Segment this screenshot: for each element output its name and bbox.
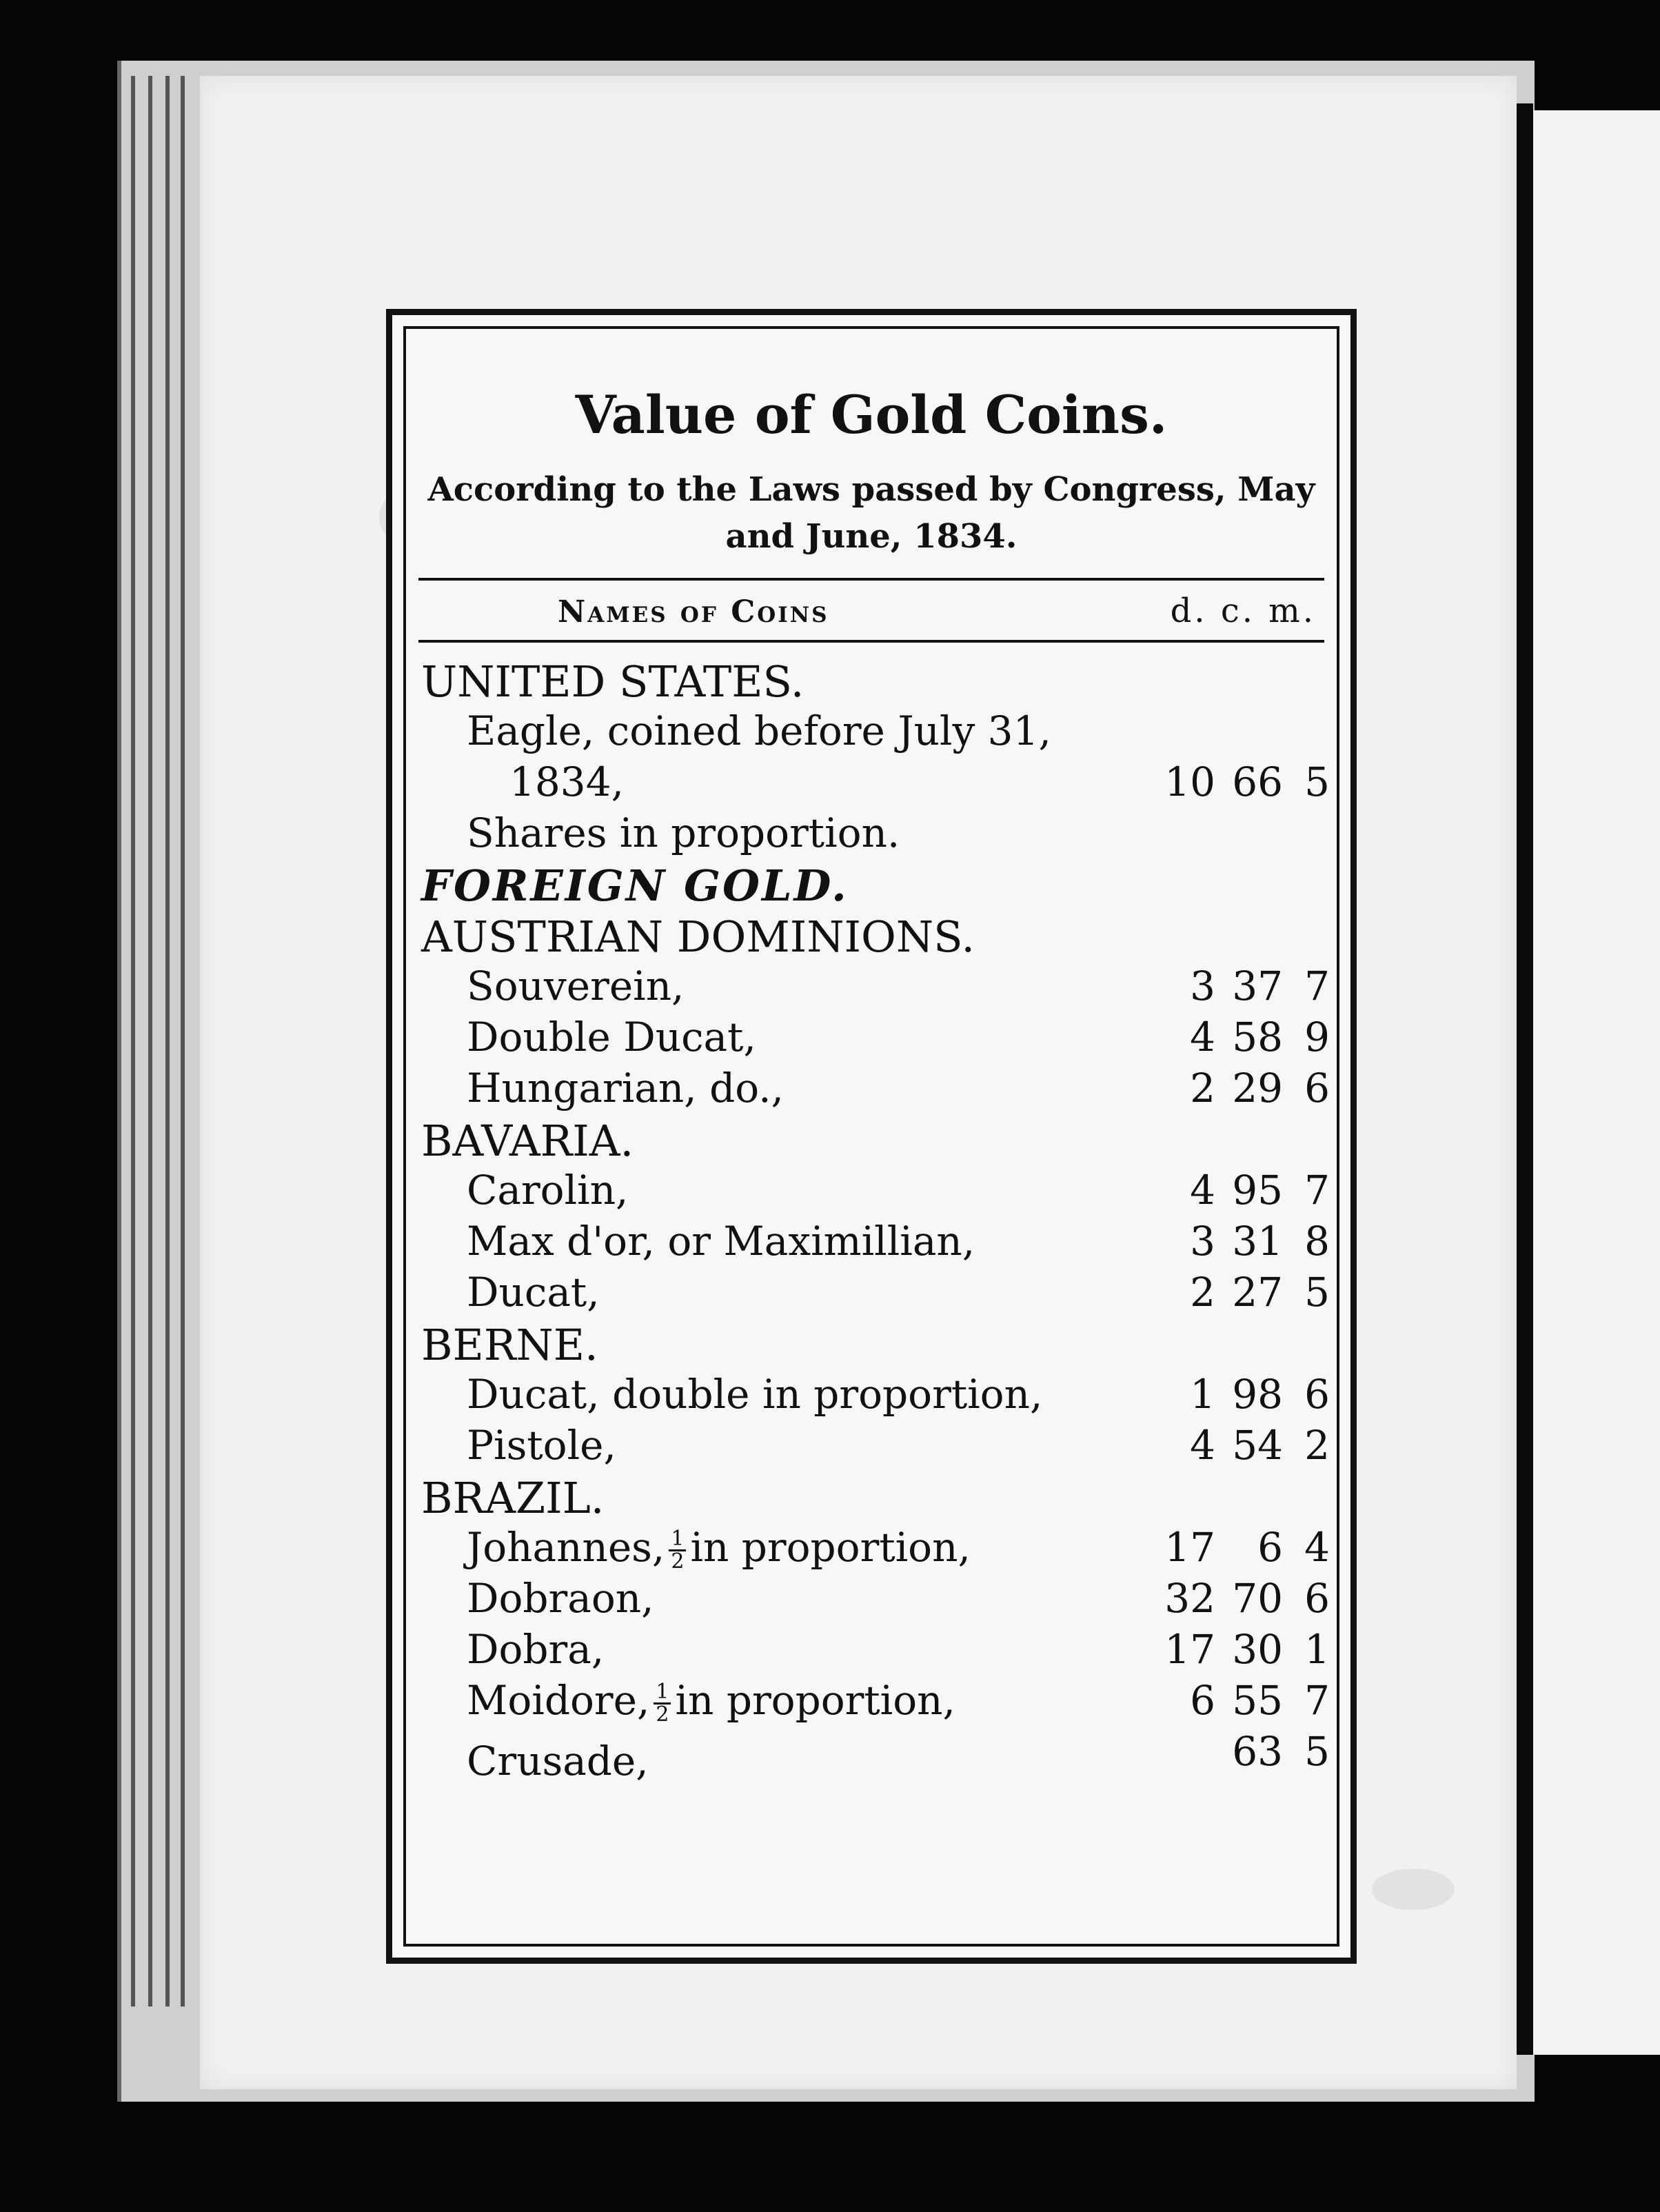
value-dollars: 2 [1190,1269,1215,1316]
table-title: Value of Gold Coins. [575,384,1168,445]
header-units: d. c. m. [1170,592,1316,630]
coin-row [413,1167,1330,1218]
value-mills: 9 [1304,1014,1330,1060]
coin-name: Ducat, [467,1269,600,1316]
page-edge-line [181,76,185,2007]
region-heading-row [413,912,1330,963]
coin-name: Shares in proportion. [467,810,900,856]
value-cents: 98 [1232,1371,1283,1418]
coin-name [467,1524,1153,1572]
value-cents: 37 [1232,963,1283,1009]
column-header-row [413,581,1330,634]
gold-coins-table-frame [386,309,1357,1964]
coin-row [413,1422,1330,1473]
coin-value [1153,1626,1330,1673]
region-heading-row [413,861,1330,912]
value-dollars: 4 [1190,1422,1215,1469]
coin-row [413,1728,1330,1784]
coin-value [1153,1677,1330,1724]
region-heading-row [413,1473,1330,1524]
region-name: AUSTRIAN DOMINIONS. [421,912,975,962]
paper-stain [1372,1869,1455,1910]
fraction-denominator: 2 [671,1549,685,1574]
coin-name: Souverein, [467,963,685,1009]
coin-value [1153,1728,1330,1775]
fraction-numerator: 1 [669,1529,686,1551]
region-name: BRAZIL. [421,1473,605,1523]
value-cents: 70 [1232,1575,1283,1622]
coin-row [413,1371,1330,1422]
coin-value [1153,1269,1330,1316]
coin-value [1153,1218,1330,1265]
coin-name: Hungarian, do., [467,1065,784,1112]
coin-row [413,1524,1330,1575]
value-dollars: 32 [1164,1575,1215,1622]
coin-row [413,1575,1330,1626]
value-mills: 2 [1304,1422,1330,1469]
value-cents: 27 [1232,1269,1283,1316]
value-cents: 66 [1232,758,1283,805]
coin-name: Crusade, [467,1738,649,1784]
coin-value [1153,1065,1330,1112]
region-heading-row [413,1116,1330,1167]
coin-value [1153,963,1330,1009]
value-cents: 63 [1232,1728,1283,1775]
table-subtitle [427,466,1316,560]
value-mills: 7 [1304,1167,1330,1214]
coin-value [1153,1575,1330,1622]
header-names-of-coins: Names of Coins [558,594,829,630]
coin-name-part: Johannes, [467,1524,665,1571]
facing-page-edge [1533,110,1660,2055]
coin-row [413,1626,1330,1677]
fraction-one-half [654,1682,671,1725]
value-dollars: 10 [1164,758,1215,805]
coin-row [413,1218,1330,1269]
value-cents: 30 [1232,1626,1283,1673]
value-dollars: 17 [1164,1524,1215,1571]
coin-name: Double Ducat, [467,1014,756,1060]
coin-name: Eagle, coined before July 31, [467,707,1051,754]
coin-name [467,1677,1153,1725]
fraction-one-half [669,1529,686,1572]
value-dollars: 1 [1190,1371,1215,1418]
coin-value [1153,1167,1330,1214]
value-dollars: 17 [1164,1626,1215,1673]
value-dollars: 4 [1190,1014,1215,1060]
coin-row [413,963,1330,1014]
gold-coins-table [403,326,1339,1947]
coin-name: Carolin, [467,1167,629,1214]
coin-row [413,1065,1330,1116]
coin-name: Pistole, [467,1422,616,1469]
page-edge-line [148,76,152,2007]
coin-name-part: in proportion, [675,1677,955,1724]
fraction-denominator: 2 [656,1702,669,1727]
value-cents: 58 [1232,1014,1283,1060]
coin-value [1153,1014,1330,1060]
coin-row [413,707,1330,758]
value-dollars [1153,1728,1215,1775]
coin-name: Ducat, double in proportion, [467,1371,1043,1418]
value-mills: 5 [1304,758,1330,805]
coin-value [1153,758,1330,805]
value-dollars: 3 [1190,1218,1215,1265]
coin-value [1153,1422,1330,1469]
region-name: UNITED STATES. [421,656,804,707]
value-cents: 54 [1232,1422,1283,1469]
subtitle-line-1: According to the Laws passed by Congress, May [427,470,1315,509]
coin-rows [413,656,1330,1784]
coin-name-part: in proportion, [690,1524,971,1571]
page-edge-line [165,76,170,2007]
value-cents: 6 [1257,1524,1283,1571]
coin-name: Dobra, [467,1626,605,1673]
page-edge-line [131,76,135,2007]
coin-name-part: Moidore, [467,1677,650,1724]
coin-row [413,758,1330,810]
value-mills: 1 [1304,1626,1330,1673]
coin-row [413,1269,1330,1320]
coin-row [413,1677,1330,1728]
value-dollars: 4 [1190,1167,1215,1214]
coin-name: Max d'or, or Maximillian, [467,1218,975,1265]
coin-value [1153,1371,1330,1418]
value-mills: 4 [1304,1524,1330,1571]
coin-name: 1834, [509,758,625,805]
value-mills: 8 [1304,1218,1330,1265]
fraction-numerator: 1 [654,1682,671,1705]
value-cents: 95 [1232,1167,1283,1214]
value-mills: 7 [1304,1677,1330,1724]
value-dollars: 2 [1190,1065,1215,1112]
value-cents: 31 [1232,1218,1283,1265]
value-mills: 6 [1304,1065,1330,1112]
value-mills: 5 [1304,1728,1330,1775]
value-cents: 29 [1232,1065,1283,1112]
region-name: BERNE. [421,1320,598,1370]
subtitle-line-2: and June, 1834. [725,517,1018,556]
value-mills: 7 [1304,963,1330,1009]
coin-name: Dobraon, [467,1575,654,1622]
value-mills: 6 [1304,1371,1330,1418]
region-heading-row [413,1320,1330,1371]
book-gutter [1517,103,1533,2055]
region-heading-row [413,656,1330,707]
coin-value [1153,1524,1330,1571]
region-name: BAVARIA. [421,1116,634,1166]
value-dollars: 6 [1190,1677,1215,1724]
coin-row [413,810,1330,861]
region-name: FOREIGN GOLD. [421,861,849,911]
value-dollars: 3 [1190,963,1215,1009]
value-mills: 6 [1304,1575,1330,1622]
value-cents: 55 [1232,1677,1283,1724]
header-rule-bottom [418,640,1324,643]
coin-row [413,1014,1330,1065]
value-mills: 5 [1304,1269,1330,1316]
